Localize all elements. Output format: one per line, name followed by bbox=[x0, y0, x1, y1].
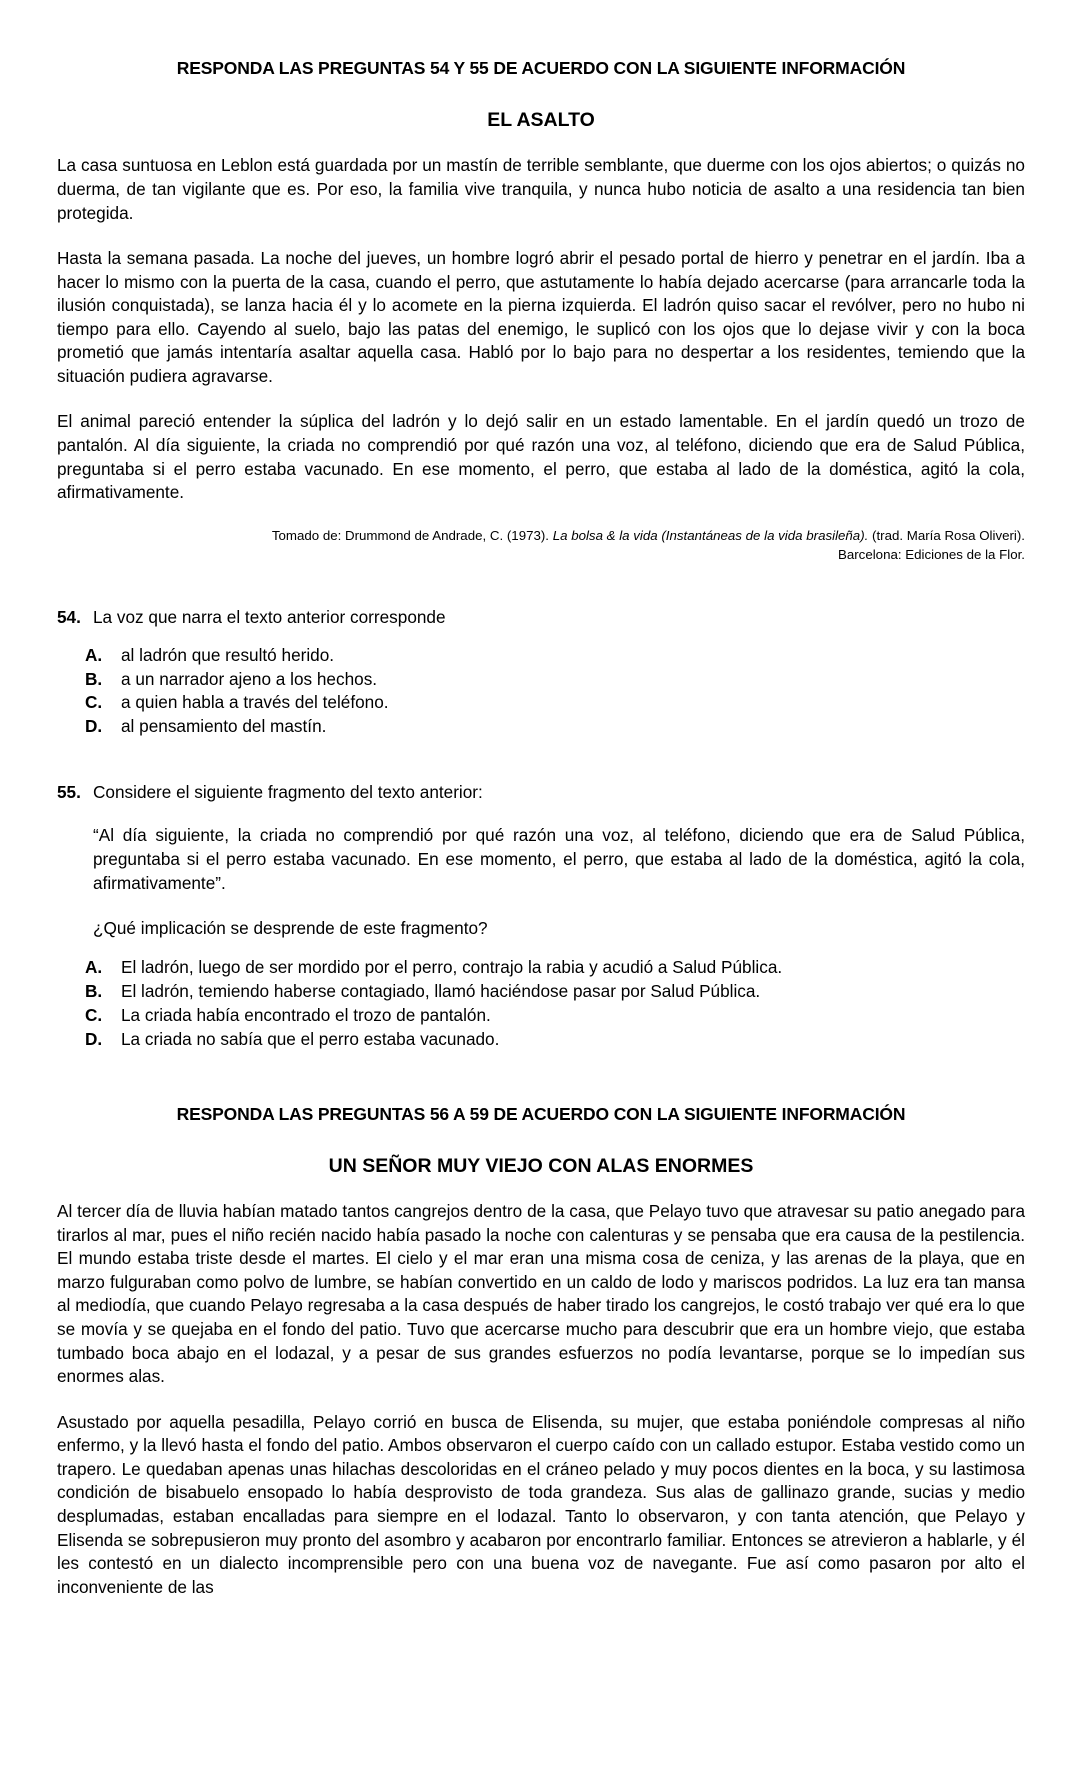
question-55-quote: “Al día siguiente, la criada no comprendió por qué razón una voz, al teléfono, diciendo que era de Salud Pública, preguntaba si el perro estaba vacunado. En ese momento, el perro, que estaba al lado de la doméstica, agitó la cola, afirmativamente”. bbox=[93, 825, 1025, 893]
section-instruction-2: RESPONDA LAS PREGUNTAS 56 A 59 DE ACUERDO CON LA SIGUIENTE INFORMACIÓN bbox=[176, 1103, 906, 1124]
question-number: 55. bbox=[57, 782, 81, 803]
question-text: La voz que narra el texto anterior corresponde bbox=[93, 607, 446, 628]
passage-title-2: UN SEÑOR MUY VIEJO CON ALAS ENORMES bbox=[328, 1154, 754, 1177]
question-55 bbox=[57, 781, 1025, 804]
passage-paragraph: La casa suntuosa en Leblon está guardada por un mastín de terrible semblante, que duerme con los ojos abiertos; o quizás no duerma, de tan vigilante que es. Por eso, la familia vive tranquila, y nunca hubo noticia de asalto a una residencia tan bien protegida. bbox=[57, 155, 1025, 223]
question-55-prompt: ¿Qué implicación se desprende de este fragmento? bbox=[93, 918, 488, 939]
source-attribution bbox=[57, 527, 1025, 565]
passage-paragraph: El animal pareció entender la súplica del ladrón y lo dejó salir en un estado lamentable. En el jardín quedó un trozo de pantalón. Al día siguiente, la criada no comprendió por qué razón una voz, al teléfono, diciendo que era de Salud Pública, preguntaba si el perro estaba vacunado. En ese momento, el perro, que estaba al lado de la doméstica, agitó la cola, afirmativamente. bbox=[57, 411, 1025, 503]
options-list-54 bbox=[57, 644, 1025, 740]
option-text: al pensamiento del mastín. bbox=[121, 716, 327, 737]
option-text: El ladrón, temiendo haberse contagiado, llamó haciéndose pasar por Salud Pública. bbox=[121, 981, 761, 1002]
option-item[interactable] bbox=[57, 668, 1025, 692]
question-number: 54. bbox=[57, 607, 81, 628]
option-item[interactable] bbox=[57, 1028, 1025, 1052]
option-text: a quien habla a través del teléfono. bbox=[121, 692, 389, 713]
option-letter: B. bbox=[85, 981, 103, 1002]
option-item[interactable] bbox=[57, 691, 1025, 715]
option-letter: A. bbox=[85, 644, 103, 665]
attribution-prefix: Tomado de: Drummond de Andrade, C. (1973). bbox=[271, 527, 549, 543]
option-text: a un narrador ajeno a los hechos. bbox=[121, 668, 378, 689]
attribution-translator: (trad. María Rosa Oliveri). bbox=[872, 527, 1025, 543]
option-item[interactable] bbox=[57, 644, 1025, 668]
attribution-work-title: La bolsa & la vida (Instantáneas de la vida brasileña). bbox=[552, 527, 869, 543]
option-letter: C. bbox=[85, 1005, 103, 1026]
question-54 bbox=[57, 606, 1025, 629]
option-text: La criada había encontrado el trozo de pantalón. bbox=[121, 1005, 491, 1026]
option-item[interactable] bbox=[57, 1004, 1025, 1028]
option-letter: A. bbox=[85, 957, 103, 978]
passage-paragraph: Hasta la semana pasada. La noche del jueves, un hombre logró abrir el pesado portal de hierro y penetrar en el jardín. Iba a hacer lo mismo con la puerta de la casa, cuando el perro, que astutamente lo había dejado acercarse (para arrancarle toda la ilusión conquistada), se lanza hacia él y lo acomete en la pierna izquierda. El ladrón quiso sacar el revólver, pero no hubo ni tiempo para ello. Cayendo al suelo, bajo las patas del enemigo, le suplicó con los ojos que lo dejase vivir y con la boca prometió que jamás intentaría asaltar aquella casa. Habló por lo bajo para no despertar a los residentes, temiendo que la situación pudiera agravarse. bbox=[57, 248, 1025, 386]
attribution-publisher: Barcelona: Ediciones de la Flor. bbox=[837, 546, 1025, 562]
option-letter: D. bbox=[85, 716, 103, 737]
option-text: La criada no sabía que el perro estaba vacunado. bbox=[121, 1028, 500, 1049]
option-item[interactable] bbox=[57, 980, 1025, 1004]
question-text: Considere el siguiente fragmento del texto anterior: bbox=[93, 782, 483, 803]
option-item[interactable] bbox=[57, 715, 1025, 739]
section-instruction-1: RESPONDA LAS PREGUNTAS 54 Y 55 DE ACUERDO CON LA SIGUIENTE INFORMACIÓN bbox=[176, 58, 906, 78]
option-text: al ladrón que resultó herido. bbox=[121, 644, 335, 665]
option-letter: D. bbox=[85, 1028, 103, 1049]
option-text: El ladrón, luego de ser mordido por el perro, contrajo la rabia y acudió a Salud Pública. bbox=[121, 957, 783, 978]
passage-paragraph: Al tercer día de lluvia habían matado tantos cangrejos dentro de la casa, que Pelayo tuvo que atravesar su patio anegado para tirarlos al mar, pues el niño recién nacido había pasado la noche con calenturas y se pensaba que era causa de la pestilencia. El mundo estaba triste desde el martes. El cielo y el mar eran una misma cosa de ceniza, y las arenas de la playa, que en marzo fulguraban como polvo de lumbre, se habían convertido en un caldo de lodo y mariscos podridos. La luz era tan mansa al mediodía, que cuando Pelayo regresaba a la casa después de haber tirado los cangrejos, le costó trabajo ver qué era lo que se movía y se quejaba en el fondo del patio. Tuvo que acercarse mucho para descubrir que era un hombre viejo, que estaba tumbado boca abajo en el lodazal, y a pesar de sus grandes esfuerzos no podía levantarse, porque se lo impedían sus enormes alas. bbox=[57, 1201, 1025, 1387]
section-divider-space bbox=[57, 1052, 1025, 1096]
option-item[interactable] bbox=[57, 956, 1025, 980]
option-letter: C. bbox=[85, 692, 103, 713]
options-list-55 bbox=[57, 956, 1025, 1052]
passage-title-1: EL ASALTO bbox=[487, 109, 595, 131]
option-letter: B. bbox=[85, 668, 103, 689]
passage-paragraph: Asustado por aquella pesadilla, Pelayo corrió en busca de Elisenda, su mujer, que estaba poniéndole compresas al niño enfermo, y la llevó hasta el fondo del patio. Ambos observaron el cuerpo caído con un callado estupor. Estaba vestido como un trapero. Le quedaban apenas unas hilachas descoloridas en el cráneo pelado y muy pocos dientes en la boca, y su lastimosa condición de bisabuelo ensopado lo había desprovisto de toda grandeza. Sus alas de gallinazo grande, sucias y medio desplumadas, estaban encalladas para siempre en el lodazal. Tanto lo observaron, y con tanta atención, que Pelayo y Elisenda se sobrepusieron muy pronto del asombro y acabaron por encontrarlo familiar. Entonces se atrevieron a hablarle, y él les contestó en un dialecto incomprensible pero con una buena voz de navegante. Fue así como pasaron por alto el inconveniente de las bbox=[57, 1411, 1025, 1597]
